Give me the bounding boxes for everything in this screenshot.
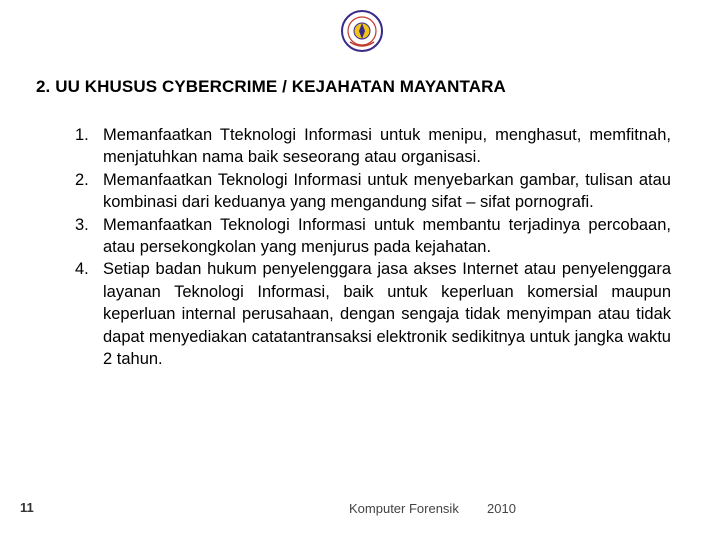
list-text: Memanfaatkan Tteknologi Informasi untuk menipu, menghasut, memfitnah, menjatuhkan nama baik seseorang atau organisasi. xyxy=(103,126,671,167)
list-item xyxy=(75,258,671,370)
section-heading: 2. UU KHUSUS CYBERCRIME / KEJAHATAN MAYANTARA xyxy=(36,77,506,96)
list-text: Setiap badan hukum penyelenggara jasa akses Internet atau penyelenggara layanan Teknologi Informasi, baik untuk keperluan komersial maupun keperluan internal perusahaan, dengan sengaja tidak menyimpan atau tidak dapat menyediakan catatantransaksi elektronik sedikitnya untuk jangka waktu 2 tahun. xyxy=(103,260,671,369)
seal-icon xyxy=(340,8,384,54)
numbered-list xyxy=(75,124,671,370)
list-item xyxy=(75,124,671,169)
list-number: 2. xyxy=(75,170,89,189)
university-logo xyxy=(340,8,384,54)
list-item xyxy=(75,214,671,259)
list-number: 4. xyxy=(75,260,89,279)
list-item xyxy=(75,169,671,214)
footer-year: 2010 xyxy=(487,501,516,516)
page-number: 11 xyxy=(20,500,34,515)
list-number: 1. xyxy=(75,126,89,144)
list-text: Memanfaatkan Teknologi Informasi untuk membantu terjadinya percobaan, atau persekongkolan yang menjurus pada kejahatan. xyxy=(103,215,671,257)
list-number: 3. xyxy=(75,215,89,234)
list-text: Memanfaatkan Teknologi Informasi untuk menyebarkan gambar, tulisan atau kombinasi dari keduanya yang mengandung sifat – sifat pornografi. xyxy=(103,170,671,212)
footer-title: Komputer Forensik xyxy=(349,501,459,516)
